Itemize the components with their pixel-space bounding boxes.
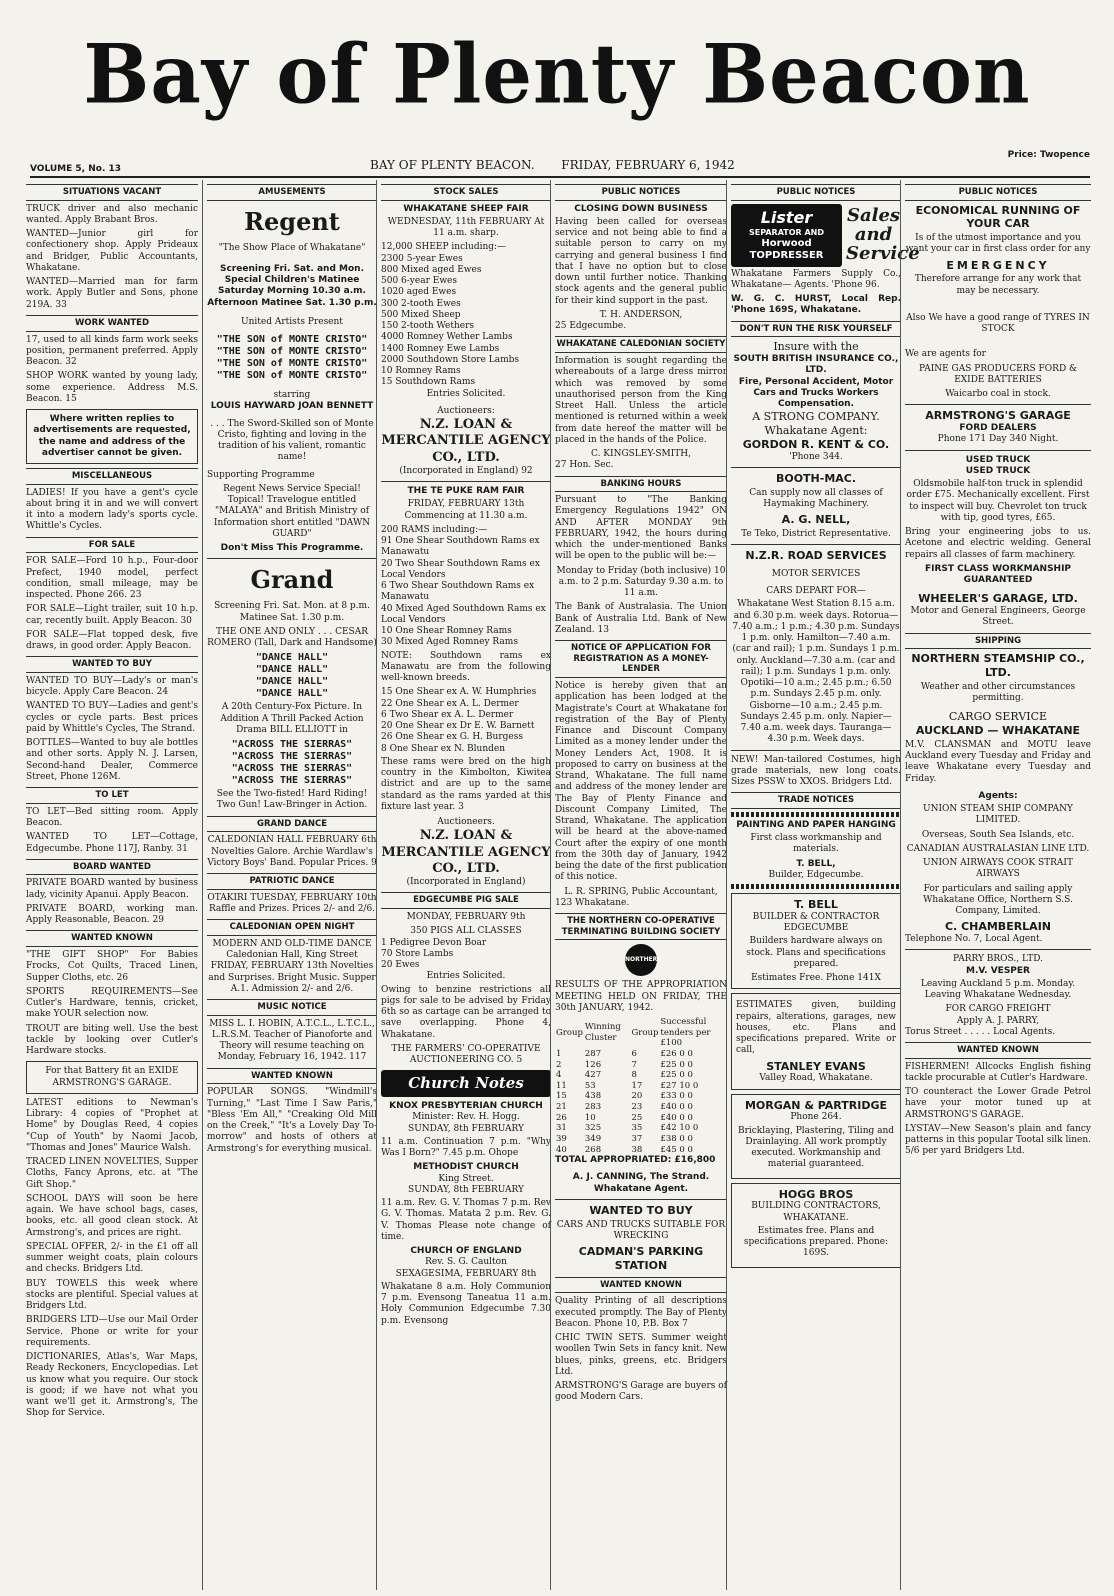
screening-times: Screening Fri. Sat. and Mon. Special Children's Matinee Saturday Morning 10.30 a.m. Afternoon Matinee Sat. 1.30 p.m. (207, 263, 377, 308)
reply-notice: Where written replies to advertisements are requested, the name and address of the advertiser cannot be given. (26, 409, 198, 464)
ad-firm: PARRY BROS., LTD. (952, 954, 1043, 965)
ad-body: Motor and General Engineers, George Street. (910, 606, 1086, 628)
film-title: "DANCE HALL" "DANCE HALL" "DANCE HALL" "DANCE HALL" (255, 652, 329, 700)
lister-ad (731, 204, 920, 267)
ad-title: WANTED TO BUY (589, 1203, 693, 1217)
classified-ad: BRIDGERS LTD—Use our Mail Order Service. Phone or write for your requirements. (26, 1315, 198, 1348)
timetable: Whakatane West Station 8.15 a.m. and 6.30 p.m. week days. Rotorua—7.40 a.m.; 1 p.m.; 4.30 p.m. Sundays 1 p.m. only. Hamilton—7.40 a.m. (car and rail); 1 p.m. Sundays 1 p.m. only. Auckland—7.30 a.m. (car and rail); 1 p.m. Sundays 1 p.m. only. Opotiki—10 a.m.; 2.45 p.m.; 6.50 p.m. Sundays 2.45 p.m. only. Gisborne—10 a.m.; 2.45 p.m. Sundays 2.45 p.m. only. Napier—7.40 a.m. week days. Tauranga—4.30 p.m. Week days. (732, 599, 900, 745)
sale-title: WHAKATANE SHEEP FAIR (403, 203, 529, 214)
table-row: 39 349 37 £38 0 0 (556, 1133, 693, 1144)
classified-ad: For that Battery fit an EXIDE ARMSTRONG'S GARAGE. (26, 1061, 198, 1094)
classified-ad: FOR SALE—Flat topped desk, five draws, in good order. Apply Beacon. (26, 629, 198, 651)
ad-body: Waicarbo coal in stock. (945, 389, 1051, 400)
table-row: 15 438 20 £33 0 0 (556, 1091, 693, 1102)
ad-firm: T. BELL, (796, 858, 836, 869)
classified-ad: SCHOOL DAYS will soon be here again. We have school bags, cases, books, etc. all good clean stock. At Armstrong's, and prices are right. (26, 1193, 198, 1238)
service-times: 11 a.m. Continuation 7 p.m. "Why Was I Born?" 7.45 p.m. Ohope (381, 1136, 551, 1158)
table-row: 31 325 35 £42 10 0 (556, 1123, 699, 1134)
presents: United Artists Present (241, 316, 343, 327)
grand-theatre-title: Grand (250, 565, 334, 595)
section-heading: MISCELLANEOUS (26, 468, 198, 485)
table-row: 2 126 7 £25 0 0 (556, 1059, 693, 1070)
event-body: OTAKIRI TUESDAY, FEBRUARY 10th Raffle and Prizes. Prices 2/- and 2/6. (207, 892, 377, 914)
ad-body: Oldsmobile half-ton truck in splendid order £75. Mechanically excellent. First to inspect will buy. Chevrolet ton truck with tip, good tyres, £65. (906, 479, 1090, 523)
ad-body: PAINE GAS PRODUCERS FORD & EXIDE BATTERIES (918, 363, 1078, 385)
classified-ad: LATEST editions to Newman's Library: 4 copies of "Prophet at Home" by Douglas Reed, 4 copies "Cup of Youth" by Naomi Jacob, "Thomas and Jones" Maurice Walsh. (26, 1097, 198, 1153)
church-name: METHODIST CHURCH (413, 1162, 519, 1173)
section-heading: WANTED KNOWN (207, 1068, 377, 1085)
ad-body: Builder, Edgecumbe. (768, 869, 864, 880)
ad-body: UNION AIRWAYS COOK STRAIT AIRWAYS (923, 858, 1073, 880)
firm-name: THE FARMERS' CO-OPERATIVE AUCTIONEERING CO. 5 (391, 1043, 541, 1065)
classified-ad: 17, used to all kinds farm work seeks position, permanent preferred. Apply Beacon. 32 (26, 334, 198, 367)
phone: Phone 171 Day 340 Night. (937, 434, 1059, 445)
stock-sales-column (376, 180, 555, 1590)
sale-note: These rams were bred on the high country in the Kimbolton, Kiwitea district and are up to the same standard as the rams yarded at this fixture last year. 3 (381, 756, 551, 812)
cast: THE ONE AND ONLY . . . CESAR ROMERO (Tall, Dark and Handsome) (207, 626, 377, 649)
classified-ad: WANTED TO BUY—Lady's or man's bicycle. Apply Care Beacon. 24 (26, 675, 198, 698)
classified-ad: FISHERMEN! Allcocks English fishing tackle procurable at Cutler's Hardware. (905, 1061, 1091, 1083)
service-date: SUNDAY, 8th FEBRUARY (408, 1123, 524, 1134)
section-heading: MUSIC NOTICE (207, 999, 377, 1016)
minister: Rev. S. G. Caulton (425, 1257, 507, 1268)
total-appropriated: TOTAL APPROPRIATED: £16,800 (555, 1155, 716, 1166)
hogg-bros-ad: HOGG BROS BUILDING CONTRACTORS, WHAKATANE. Estimates free. Plans and specifications prepared. Phone: 169S. (731, 1183, 901, 1268)
sales-service-slogan: Sales and Service (846, 204, 920, 264)
tagline: See the Two-fisted! Hard Riding! Two Gun! Law-Bringer in Action. (216, 789, 368, 811)
ad-body: Te Teko, District Representative. (741, 528, 891, 539)
volume-number: VOLUME 5, No. 13 (30, 164, 122, 174)
minister: Minister: Rev. H. Hogg. (412, 1112, 520, 1123)
ad-firm: CADMAN'S PARKING STATION (578, 1245, 704, 1272)
section-heading: AMUSEMENTS (207, 184, 377, 201)
church-street: King Street. (438, 1173, 494, 1184)
classified-ad: WANTED—Married man for farm work. Apply Butler and Sons, phone 219A. 33 (26, 277, 198, 310)
sale-date: FRIDAY, FEBRUARY 13th Commencing at 11.30 a.m. (404, 499, 528, 521)
sale-title: THE TE PUKE RAM FAIR (407, 486, 525, 497)
table-row: 21 283 23 £40 0 0 (556, 1102, 693, 1112)
auctioneers-label: Auctioneers: (437, 405, 495, 416)
stars: LOUIS HAYWARD JOAN BENNETT (210, 401, 374, 412)
classified-ad: SPORTS REQUIREMENTS—See Cutler's Hardware, tennis, cricket, make YOUR selection now. (26, 986, 198, 1020)
newspaper-title: Bay of Plenty Beacon (83, 26, 1031, 123)
price: Price: Twopence (1007, 150, 1090, 160)
classified-ad: PRIVATE BOARD wanted by business lady, vicinity Apanui. Apply Beacon. (26, 878, 198, 900)
section-heading: NOTICE OF APPLICATION FOR REGISTRATION AS A MONEY-LENDER (555, 640, 727, 678)
columns (26, 180, 1090, 1592)
ad-subtitle: CARS DEPART FOR— (766, 586, 866, 596)
classified-ad: SHOP WORK wanted by young lady, some experience. Address M.S. Beacon. 15 (26, 371, 198, 404)
sale-date: MONDAY, FEBRUARY 9th (406, 912, 526, 922)
supporting-programme: Regent News Service Special! Topical! Travelogue entitled "MALAYA" and British Ministry of Information short entitled "DAWN GUARD" (213, 483, 371, 539)
classified-ad: FOR SALE—Light trailer, suit 10 h.p. car, recently built. Apply Beacon. 30 (26, 604, 198, 626)
local-rep: W. G. C. HURST, Local Rep. 'Phone 169S, Whakatane. (731, 294, 901, 316)
ad-firm: ARMSTRONG'S GARAGE (925, 409, 1071, 423)
section-heading: BANKING HOURS (555, 476, 727, 493)
notice-body: Information is sought regarding the whereabouts of a large dress mirror which was removed by some unauthorised person from the King Street Hall. Unless the article mentioned is returned within a week from date hereof the matter will be placed in the hands of the Police. (555, 356, 727, 445)
ad-firm: C. CHAMBERLAIN (944, 920, 1051, 934)
regent-theatre-title: Regent (244, 206, 340, 236)
ad-title: ECONOMICAL RUNNING OF YOUR CAR (915, 203, 1081, 231)
programme-label: Supporting Programme (207, 469, 315, 480)
classified-ad: POPULAR SONGS. "Windmill's Turning," "Last Time I Saw Paris," "Bless 'Em All," "Creaking Old Mill on the Creek," "It's a Lovely Day To-morrow" and hosts of others at Armstrong's for everything musical. (207, 1087, 377, 1154)
ad-line: Whakatane Agent: (764, 424, 868, 437)
sale-lines: 350 PIGS ALL CLASSES 1 Pedigree Devon Boar 70 Store Lambs 20 Ewes Entries Solicited. (381, 926, 522, 982)
section-heading: WANTED KNOWN (905, 1042, 1091, 1059)
classified-ad: WANTED TO BUY—Ladies and gent's cycles or cycle parts. Best prices paid by Whittle's Cycles, The Strand. (26, 701, 198, 734)
amusements-column (202, 180, 381, 1590)
section-heading: WANTED KNOWN (26, 930, 198, 947)
section-heading: STOCK SALES (381, 184, 551, 201)
classified-ad: Quality Printing of all descriptions executed promptly. The Bay of Plenty Beacon. Phone 10, P.B. Box 7 (555, 1296, 727, 1329)
section-heading: PUBLIC NOTICES (731, 184, 901, 201)
classified-ad: DICTIONARIES, Atlas's, War Maps, Ready Reckoners, Encyclopedias. Let us know what you require. Our stock is good; if we have not what you want we'll get it. Armstrong's, The Shop for Service. (26, 1352, 198, 1419)
sale-lines: 200 RAMS including:— 91 One Shear Southdown Rams ex Manawatu 20 Two Shear Southdown Rams ex Local Vendors 6 Two Shear Southdown Rams ex Manawatu 40 Mixed Aged Southdown Rams ex Local Vendors 10 One Shear Romney Rams 30 Mixed Aged Romney Rams (381, 524, 546, 648)
ad-body: CANADIAN AUSTRALASIAN LINE LTD. (906, 843, 1090, 854)
agent: A. J. CANNING, The Strand. Whakatane Agent. (572, 1172, 710, 1194)
notice-title: CLOSING DOWN BUSINESS (574, 203, 708, 214)
section-heading: DON'T RUN THE RISK YOURSELF (731, 321, 901, 338)
ad-line: Fire, Personal Accident, Motor Cars and Trucks Workers Compensation. (738, 376, 894, 409)
section-heading: BOARD WANTED (26, 859, 198, 876)
ad-line: GORDON R. KENT & CO. (742, 437, 890, 451)
ad-line: Insure with the (773, 340, 859, 354)
ad-firm: A. G. NELL, (781, 513, 851, 526)
section-heading: WORK WANTED (26, 315, 198, 332)
table-row: 11 53 17 £27 10 0 (556, 1080, 699, 1091)
church-name: KNOX PRESBYTERIAN CHURCH (389, 1101, 543, 1111)
section-heading: PUBLIC NOTICES (555, 184, 727, 201)
notice-place: 25 Edgecumbe. (555, 321, 627, 332)
ad-firm: WHEELER'S GARAGE, LTD. (918, 592, 1078, 606)
results-heading: RESULTS OF THE APPROPRIATION MEETING HELD ON FRIDAY, THE 30th JANUARY, 1942. (555, 980, 727, 1013)
blurb: . . . The Sword-Skilled son of Monte Cristo, fighting and loving in the tradition of his valient, romantic name! (210, 418, 374, 463)
section-heading: GRAND DANCE (207, 816, 377, 833)
ad-body: Whakatane Farmers Supply Co., Whakatane— Agents. 'Phone 96. (731, 268, 901, 290)
dateline (30, 150, 1090, 178)
service-date: SUNDAY, 8th FEBRUARY (408, 1184, 524, 1195)
ad-body: Bring your engineering jobs to us. Acetone and electric welding. General repairs all classes of farm machinery. (905, 527, 1091, 560)
ad-body: FOR CARGO FREIGHT (945, 1004, 1051, 1015)
ad-body: Therefore arrange for any work that may be necessary. (914, 274, 1082, 296)
studio: A 20th Century-Fox Picture. In Addition A Thrill Packed Action Drama BILL ELLIOTT in (220, 702, 364, 735)
ad-title: PAINTING AND PAPER HANGING (736, 819, 896, 830)
section-heading: PUBLIC NOTICES (905, 184, 1091, 201)
ad-body: Weather and other circumstances permitting. (920, 681, 1076, 703)
table-row: 4 427 8 £25 0 0 (556, 1070, 693, 1081)
bank-hours: Monday to Friday (both inclusive) 10 a.m. to 2 p.m. Saturday 9.30 a.m. to 11 a.m. (556, 565, 726, 599)
starring: starring (273, 390, 311, 401)
ad-body: Also We have a good range of TYRES IN STOCK (906, 312, 1090, 335)
appropriation-table: Group Winning Cluster Group Successful tenders per £100 1 287 6 £26 0 0 2 126 7 £25 0 0 4 427 8 £25 0 0 11 53 17 £27 10 0 15 438 20 £33 0 0 21 283 23 £40 0 0 26 10 25 £40 0 0 31 325 35 £42 10 0 39 349 37 £38 0 0 40 268 38 £45 0 0 (555, 1017, 727, 1155)
classified-ad: BUY TOWELS this week where stocks are plentiful. Special values at Bridgers Ltd. (26, 1278, 198, 1311)
morgan-partridge-ad: MORGAN & PARTRIDGE Phone 264. Bricklaying, Plastering, Tiling and Drainlaying. All work promptly executed. Workmanship and material guaranteed. (731, 1094, 901, 1179)
classified-ad: WANTED—Junior girl for confectionery shop. Apply Prideaux and Bridger, Public Accountants, Whakatane. (26, 229, 198, 273)
issue-date: BAY OF PLENTY BEACON. FRIDAY, FEBRUARY 6, 1942 (370, 158, 735, 172)
event-body: MISS L. I. HOBIN, A.T.C.L., L.T.C.L., L.R.S.M. Teacher of Pianoforte and Theory will resume teaching on Monday, February 16, 1942. 117 (209, 1018, 375, 1063)
table-row: 40 268 38 £45 0 0 (556, 1144, 693, 1155)
ad-firm: BOOTH-MAC. (775, 471, 857, 485)
ad-title: CARGO SERVICE (948, 710, 1048, 724)
ad-title: USED TRUCK (965, 454, 1031, 465)
evans-ad: ESTIMATES given, building repairs, alterations, garages, new houses, etc. Plans and specifications prepared. Write or call, STANLEY EVANS Valley Road, Whakatane. (731, 993, 901, 1089)
church-notes-banner: Church Notes (381, 1070, 551, 1097)
ad-title: USED TRUCK (965, 465, 1031, 476)
classifieds-column (26, 180, 202, 1590)
section-heading: TRADE NOTICES (731, 792, 901, 809)
auctioneers-label: Auctioneers. (437, 817, 495, 828)
ad-body: Apply A. J. PARRY, (956, 1015, 1040, 1026)
notice-place: 123 Whakatane. (555, 897, 630, 908)
dont-miss: Don't Miss This Programme. (220, 543, 364, 554)
classified-ad: ARMSTRONG'S Garage are buyers of good Modern Cars. (555, 1381, 727, 1403)
section-heading: SHIPPING (905, 633, 1091, 650)
classified-ad: TO counteract the Lower Grade Petrol have your motor tuned up at ARMSTRONG'S GARAGE. (905, 1087, 1091, 1120)
section-heading: PATRIOTIC DANCE (207, 873, 377, 890)
firm-name: N.Z. LOAN & MERCANTILE AGENCY CO., LTD. (381, 828, 551, 876)
sale-date: WEDNESDAY, 11th FEBRUARY At 11 a.m. sharp. (387, 216, 545, 239)
classified-ad: TROUT are biting well. Use the best tackle by looking over Cutler's Hardware stocks. (26, 1023, 198, 1056)
ad-subtitle: FORD DEALERS (959, 423, 1037, 434)
sale-note: NOTE: Southdown rams ex Manawatu are from the following well-known breeds. (381, 650, 551, 684)
ad-body: Can supply now all classes of Haymaking Machinery. (749, 487, 883, 509)
classified-ad: CHIC TWIN SETS. Summer weight woollen Twin Sets in fancy knit. New blues, pinks, greens, etc. Bridgers Ltd. (555, 1333, 727, 1377)
ad-title: EMERGENCY (946, 258, 1050, 272)
notice-body: Notice is hereby given that an application has been lodged at the Magistrate's Court at Whakatane for registration of the Bay of Plenty Finance and Discount Company Limited as a money lender under the Money Lenders Act, 1908. It is proposed to carry on business at the Strand, Whakatane. The full name and address of the money lender are The Bay of Plenty Finance and Discount Company Limited, The Strand, Whakatane. The application will be heard at the above-named Court after the expiry of one month from the 30th day of January, 1942 being the date of the first publication of this notice. (555, 681, 727, 883)
classified-ad: SPECIAL OFFER, 2/- in the £1 off all summer weight coats, plain colours and checks. Bridgers Ltd. (26, 1241, 198, 1275)
film-title: "ACROSS THE SIERRAS" "ACROSS THE SIERRAS" "ACROSS THE SIERRAS" "ACROSS THE SIERRAS" (231, 739, 353, 787)
section-heading: THE NORTHERN CO-OPERATIVE TERMINATING BUILDING SOCIETY (555, 913, 727, 940)
classified-ad: LADIES! If you have a gent's cycle about bring it in and we will convert it into a modern lady's sports cycle. Whittle's Cycles. (26, 487, 198, 532)
service-date: SEXAGESIMA, FEBRUARY 8th (395, 1268, 537, 1279)
ad-subtitle: MOTOR SERVICES (771, 568, 861, 579)
phone: Telephone No. 7, Local Agent. (905, 934, 1043, 944)
classified-ad: WANTED TO LET—Cottage, Edgecumbe. Phone 117J, Ranby. 31 (26, 832, 198, 854)
classified-ad: "THE GIFT SHOP" For Babies Frocks, Cot Quilts, Traced Linen, Supper Cloths, etc. 26 (26, 950, 198, 983)
section-heading: SITUATIONS VACANT (26, 184, 198, 201)
bell-ad: T. BELL BUILDER & CONTRACTOR EDGECUMBE Builders hardware always on stock. Plans and specifications prepared. Estimates Free. Phone 141X (731, 893, 901, 989)
notice-signature: T. H. ANDERSON, (599, 309, 683, 320)
service-times: 11 a.m. Rev. G. V. Thomas 7 p.m. Rev G. V. Thomas. Matata 2 p.m. Rev. G. V. Thomas Please note change of time. (381, 1198, 551, 1242)
classified-ad: NEW! Man-tailored Costumes, high grade materials, new long coats. Sizes PSSW to XXOS. Bridgers Ltd. (731, 754, 901, 787)
bank-list: The Bank of Australasia. The Union Bank of Australia Ltd. Bank of New Zealand. 13 (555, 602, 727, 635)
public-notices-column-2 (726, 180, 920, 1590)
section-heading: WANTED KNOWN (555, 1277, 727, 1294)
public-notices-column (550, 180, 731, 1590)
ad-line: A STRONG COMPANY. (752, 410, 880, 424)
public-notices-column-3 (900, 180, 1091, 1590)
classified-ad: TRACED LINEN NOVELTIES, Supper Cloths, Fancy Aprons, etc. at "The Gift Shop." (26, 1157, 198, 1190)
classified-ad: FOR SALE—Ford 10 h.p., Four-door Prefect, 1940 model, perfect condition, small mileage, may be inspected. Phone 266. 23 (26, 556, 198, 600)
ad-line: 'Phone 344. (789, 451, 843, 462)
service-times: Whakatane 8 a.m. Holy Communion 7 p.m. Evensong Taneatua 11 a.m. Holy Communion Edgecumbe 7.30 p.m. Evensong (381, 1281, 551, 1326)
ad-body: FIRST CLASS WORKMANSHIP GUARANTEED (924, 563, 1072, 586)
screening-times: Screening Fri. Sat. Mon. at 8 p.m. Matinee Sat. 1.30 p.m. (214, 601, 370, 623)
firm-incorporation: (Incorporated in England) 92 (399, 465, 533, 476)
notice-body: Having been called for overseas service and not being able to find a suitable person to carry on my carrying and general business I find that I have no option but to close down until further notice. Thanking stock agents and the general public for their kind support in the past. (555, 216, 727, 306)
northern-emblem-icon: NORTHERN (625, 944, 657, 976)
masthead (0, 0, 1114, 148)
ad-body: M.V. CLANSMAN and MOTU leave Auckland every Tuesday and Friday and leave Whakatane every Tuesday and Friday. (905, 739, 1091, 784)
table-row: 1 287 6 £26 0 0 (556, 1048, 693, 1059)
ad-body: We are agents for (905, 349, 986, 360)
ad-body: UNION STEAM SHIP COMPANY LIMITED. (923, 804, 1073, 826)
ad-title: M.V. VESPER (965, 965, 1030, 976)
notice-place: 27 Hon. Sec. (555, 460, 614, 471)
ad-line: SOUTH BRITISH INSURANCE CO., LTD. (733, 354, 899, 376)
notice-body: Pursuant to "The Banking Emergency Regulations 1942" ON AND AFTER MONDAY 9th FEBRUARY, 1942, the hours during which the under-mentioned Banks will be open to the public will be:— (555, 495, 727, 562)
section-heading: EDGECUMBE PIG SALE (381, 892, 551, 909)
event-body: CALEDONIAN HALL FEBRUARY 6th Novelties Galore. Archie Wardlaw's Victory Boys' Band. Popular Prices. 9 (207, 835, 377, 868)
notice-signature: C. KINGSLEY-SMITH, (591, 449, 691, 459)
classified-ad: TRUCK driver and also mechanic wanted. Apply Brabant Bros. (26, 203, 198, 225)
section-heading: WANTED TO BUY (26, 656, 198, 673)
lister-logo: Lister SEPARATOR AND Horwood TOPDRESSER (731, 204, 842, 267)
classified-ad: PRIVATE BOARD, working man. Apply Reasonable, Beacon. 29 (26, 903, 198, 926)
ad-body: Overseas, South Sea Islands, etc. (921, 829, 1075, 840)
sale-lines: 15 One Shear ex A. W. Humphries 22 One Shear ex A. L. Dermer 6 Two Shear ex A. L. Dermer 20 One Shear ex Dr E. W. Barnett 26 One Shear ex G. H. Burgess 8 One Shear ex N. Blunden (381, 687, 537, 754)
notice-signature: L. R. SPRING, Public Accountant, (564, 886, 718, 897)
classified-ad: BOTTLES—Wanted to buy ale bottles and other sorts. Apply N. J. Larsen, Second-hand Dealer, Commerce Street, Phone 126M. (26, 738, 198, 782)
classified-ad: TO LET—Bed sitting room. Apply Beacon. (26, 806, 198, 828)
church-name: CHURCH OF ENGLAND (410, 1246, 522, 1256)
event-body: MODERN AND OLD-TIME DANCE Caledonian Hall, King Street FRIDAY, FEBRUARY 13th Novelties and Surprises. Bright Music. Supper A.1. Admission 2/- and 2/6. (208, 938, 376, 994)
section-heading: WHAKATANE CALEDONIAN SOCIETY (555, 336, 727, 353)
ad-body: For particulars and sailing apply Whakatane Office, Northern S.S. Company, Limited. (923, 883, 1073, 916)
ad-body: CARS AND TRUCKS SUITABLE FOR WRECKING (556, 1219, 726, 1241)
firm-incorporation: (Incorporated in England) (406, 877, 526, 888)
ad-body: Agents: (978, 790, 1018, 801)
film-title: "THE SON of MONTE CRISTO" "THE SON of MONTE CRISTO" "THE SON of MONTE CRISTO" "THE SON of MONTE CRISTO" (216, 334, 368, 382)
ad-body: First class workmanship and materials. (750, 833, 882, 855)
ad-firm: NORTHERN STEAMSHIP CO., LTD. (911, 652, 1085, 679)
ad-body: Leaving Auckland 5 p.m. Monday. Leaving Whakatane Wednesday. (920, 978, 1076, 1000)
ad-title: AUCKLAND — WHAKATANE (915, 724, 1081, 737)
tagline: "The Show Place of Whakatane" (218, 242, 366, 253)
classified-ad: LYSTAV—New Season's plain and fancy patterns in this popular Tootal silk linen. 5/6 per yard Bridgers Ltd. (905, 1123, 1091, 1157)
sale-lines: 12,000 SHEEP including:— 2300 5-year Ewes 800 Mixed aged Ewes 500 6-year Ewes 1020 aged Ewes 300 2-tooth Ewes 500 Mixed Sheep 150 2-tooth Wethers 4000 Romney Wether Lambs 1400 Romney Ewe Lambs 2000 Southdown Store Lambs 10 Romney Rams 15 Southdown Rams Entries Solicited. (381, 242, 520, 399)
ad-body: Is of the utmost importance and you want your car in first class order for any (905, 233, 1091, 255)
firm-name: N.Z. LOAN & MERCANTILE AGENCY CO., LTD. (381, 417, 551, 465)
section-heading: FOR SALE (26, 537, 198, 554)
section-heading: TO LET (26, 787, 198, 804)
sale-note: Owing to benzine restrictions all pigs for sale to be advised by Friday 6th so as cartage can be arranged to save overlapping. Phone 4, Whakatane. (381, 984, 551, 1040)
ad-body: Torus Street . . . . . Local Agents. (905, 1026, 1056, 1037)
ad-title: N.Z.R. ROAD SERVICES (745, 549, 887, 562)
table-row: 26 10 25 £40 0 0 (556, 1112, 693, 1123)
section-heading: CALEDONIAN OPEN NIGHT (207, 919, 377, 936)
